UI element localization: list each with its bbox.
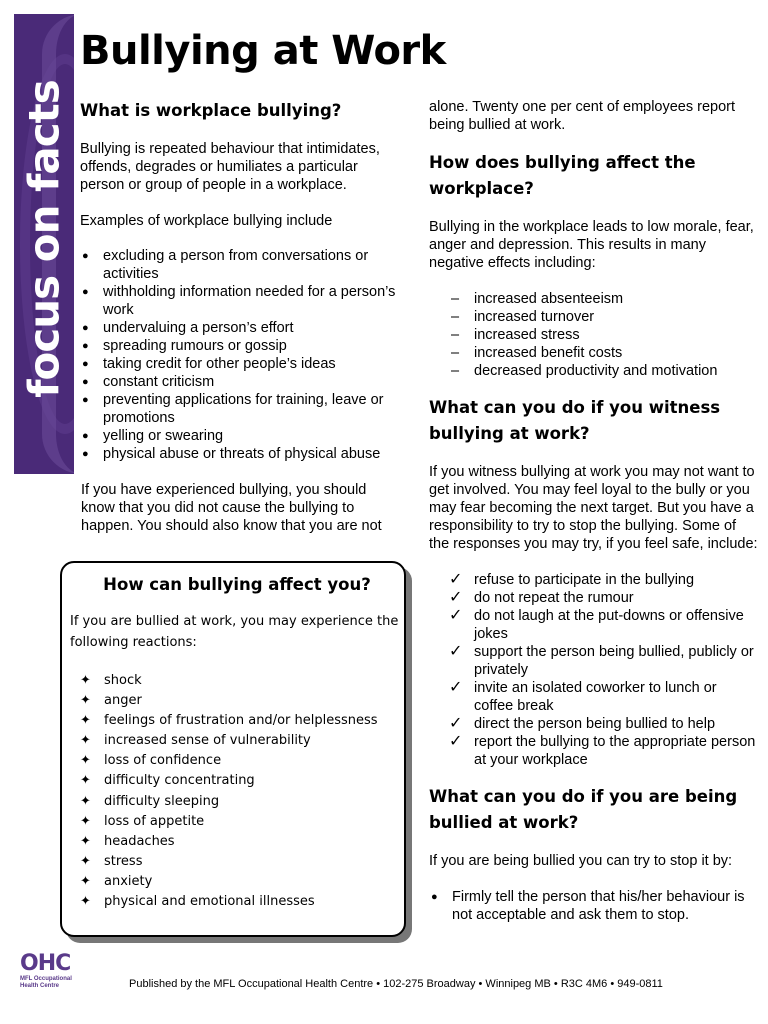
list-item: ● excluding a person from conversations or activities [80,247,402,283]
list-item: – decreased productivity and motivation [429,362,759,380]
list-item: ✦ anxiety [70,872,404,892]
examples-list [80,247,402,463]
list-item: ● constant criticism [80,373,402,391]
list-item: ✓ report the bullying to the appropriate person at your workplace [429,733,759,769]
examples-intro: Examples of workplace bullying include [80,213,333,229]
list-item: ● spreading rumours or gossip [80,337,402,355]
list-item: ✦ feelings of frustration and/or helplessness [70,711,404,731]
list-item: ✦ difficulty concentrating [70,771,404,791]
list-item: – increased stress [429,326,759,344]
heading-being-bullied: What can you do if you are being bullied at work? [429,787,738,832]
box-heading: How can bullying affect you? [103,575,371,594]
list-item: ● taking credit for other people’s ideas [80,355,402,373]
page-title: Bullying at Work [80,28,446,74]
list-item: ✦ stress [70,852,404,872]
left-column [80,98,402,535]
list-item: ✓ do not repeat the rumour [429,589,759,607]
focus-on-facts-banner [14,14,74,474]
list-item: ● yelling or swearing [80,427,402,445]
workplace-paragraph: Bullying in the workplace leads to low morale, fear, anger and depression. This results in many negative effects including: [429,219,754,271]
list-item: ✦ shock [70,671,404,691]
heading-how-affect-workplace: How does bullying affect the workplace? [429,153,696,198]
list-item: ✓ direct the person being bullied to help [429,715,759,733]
list-item: ✦ physical and emotional illnesses [70,892,404,912]
list-item: ✓ support the person being bullied, publicly or privately [429,643,759,679]
responses-list [429,571,759,769]
logo-line-1: MFL Occupational [20,976,72,982]
list-item: ✦ anger [70,691,404,711]
list-item: – increased turnover [429,308,759,326]
list-item: ● withholding information needed for a person’s work [80,283,402,319]
banner-text: focus on facts [19,80,69,398]
box-intro: If you are bullied at work, you may experience the following reactions: [70,614,399,650]
list-item: – increased absenteeism [429,290,759,308]
definition-paragraph: Bullying is repeated behaviour that intimidates, offends, degrades or humiliates a particular person or group of people in a workplace. [80,141,380,193]
list-item: ✓ invite an isolated coworker to lunch or coffee break [429,679,759,715]
heading-what-is-bullying: What is workplace bullying? [80,101,342,120]
reactions-list [70,671,404,912]
footer-publisher: Published by the MFL Occupational Health Centre • 102-275 Broadway • Winnipeg MB • R3C 4M6 • 949-0811 [129,978,663,990]
list-item: ✦ loss of confidence [70,751,404,771]
list-item: ✓ refuse to participate in the bullying [429,571,759,589]
list-item: ✦ increased sense of vulnerability [70,731,404,751]
continued-paragraph: alone. Twenty one per cent of employees report being bullied at work. [429,99,736,133]
list-item: ● Firmly tell the person that his/her behaviour is not acceptable and ask them to stop. [429,888,759,924]
logo-line-2: Health Centre [20,983,60,989]
logo-mark: OHC [20,951,71,976]
list-item: ● preventing applications for training, leave or promotions [80,391,402,427]
list-item: ✓ do not laugh at the put-downs or offensive jokes [429,607,759,643]
right-column [429,98,759,924]
heading-witness-bullying: What can you do if you witness bullying at work? [429,398,721,443]
list-item: ✦ loss of appetite [70,812,404,832]
list-item: ● undervaluing a person’s effort [80,319,402,337]
effects-list [429,290,759,380]
stop-it-list [429,888,759,924]
witness-paragraph: If you witness bullying at work you may not want to get involved. You may feel loyal to the bully or you may fear becoming the next target. But you have a responsibility to try to stop the bullying. Some of the responses you may try, if you feel safe, include: [429,464,758,552]
affect-you-box [60,561,406,937]
list-item: ✦ difficulty sleeping [70,792,404,812]
list-item: – increased benefit costs [429,344,759,362]
experienced-paragraph: If you have experienced bullying, you should know that you did not cause the bullying to happen. You should also know that you are not [81,482,382,534]
being-bullied-paragraph: If you are being bullied you can try to stop it by: [429,853,733,869]
list-item: ✦ headaches [70,832,404,852]
list-item: ● physical abuse or threats of physical abuse [80,445,402,463]
ohc-logo [20,952,82,990]
